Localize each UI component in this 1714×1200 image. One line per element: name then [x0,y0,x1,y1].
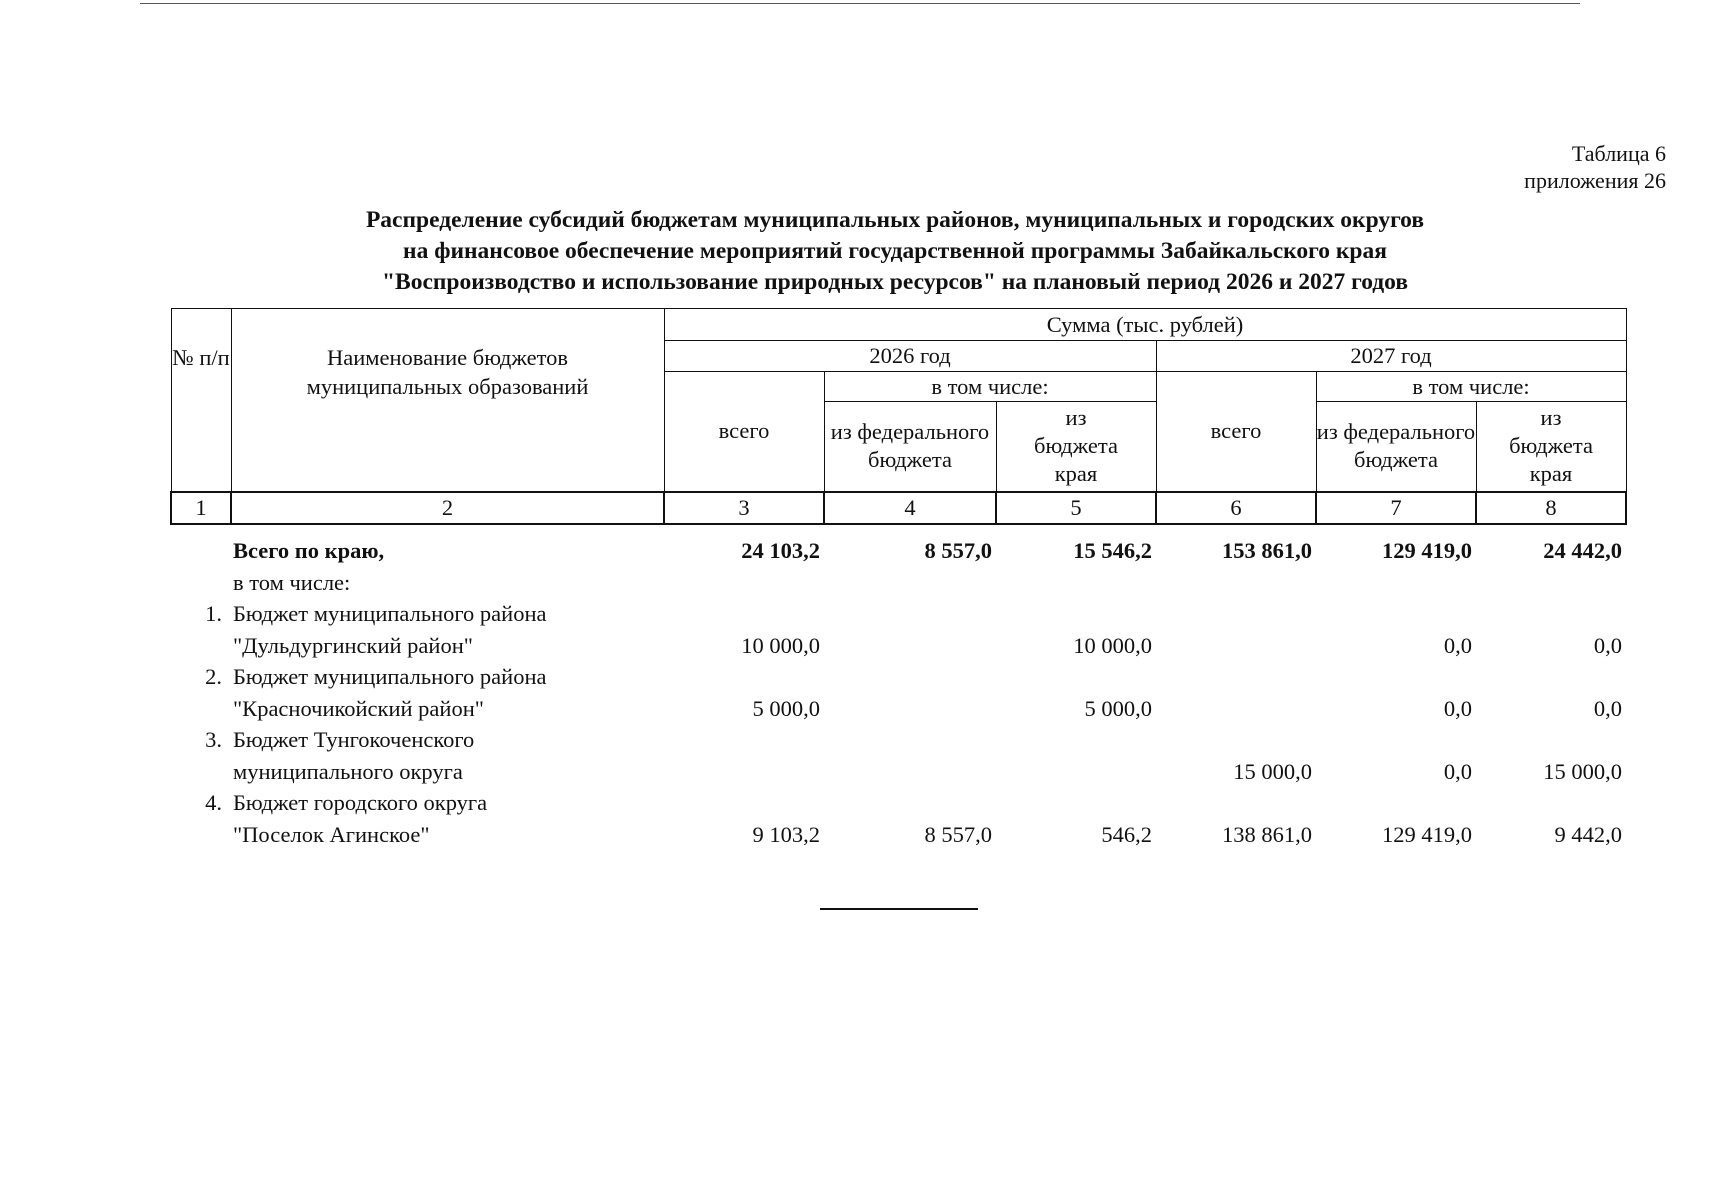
row-name-line2: "Дульдургинский район" [233,632,473,658]
row-index: 1. [205,601,222,626]
row-name-line1: Бюджет городского округа [233,790,488,815]
table-row [170,598,1625,630]
table-header [170,308,1627,525]
row-name-line2: "Поселок Агинское" [233,821,430,847]
value-2027-federal: 0,0 [1443,695,1472,721]
table-reference [1524,140,1666,194]
value-2027-all [1155,693,1315,725]
row-index: 2. [205,664,222,689]
row-index: 3. [205,727,222,752]
table-label: Таблица 6 [1571,141,1666,166]
total-label: Всего по краю, [233,538,385,563]
col-number-6: 6 [1156,492,1316,524]
value-2026-federal [823,693,995,725]
header-sum: Сумма (тыс. рублей) [664,309,1626,341]
row-name-line2: "Красночикойский район" [233,695,484,721]
table-body [170,535,1625,850]
value-2026-all: 10 000,0 [741,632,820,658]
header-federal-2026: из федерального бюджета [824,402,996,492]
table-row [170,756,1625,788]
end-of-table-line [820,908,978,910]
value-2027-regional: 0,0 [1593,695,1622,721]
row-name-line1: Бюджет муниципального района [233,664,547,689]
document-title [170,205,1620,298]
value-2026-all [663,756,823,788]
col-number-4: 4 [824,492,996,524]
header-year-2026: 2026 год [664,341,1156,372]
total-2026-federal: 8 557,0 [924,538,992,563]
value-2027-federal: 129 419,0 [1382,821,1472,847]
total-row [170,535,1625,567]
value-2026-regional: 546,2 [1101,821,1152,847]
value-2027-regional: 9 442,0 [1554,821,1622,847]
value-2027-regional: 0,0 [1593,632,1622,658]
total-2027-regional: 24 442,0 [1543,538,1622,563]
title-line-1: Распределение субсидий бюджетам муниципальных районов, муниципальных и городских округов [365,207,1425,233]
row-index: 4. [205,790,222,815]
table-row [170,630,1625,662]
total-2026-regional: 15 546,2 [1073,538,1152,563]
header-total-2027: всего [1156,372,1316,492]
header-total-2026: всего [664,372,824,492]
top-rule [140,3,1580,4]
col-number-8: 8 [1476,492,1626,524]
col-number-5: 5 [996,492,1156,524]
col-number-1: 1 [171,492,231,524]
title-line-2: на финансовое обеспечение мероприятий государственной программы Забайкальского края [403,238,1387,264]
col-number-2: 2 [231,492,664,524]
value-2026-regional: 10 000,0 [1073,632,1152,658]
total-2027-federal: 129 419,0 [1382,538,1472,563]
table-row [170,724,1625,756]
header-including-2026: в том числе: [824,372,1156,402]
header-year-2027: 2027 год [1156,341,1626,372]
value-2027-federal: 0,0 [1443,758,1472,784]
col-number-3: 3 [664,492,824,524]
row-name-line1: Бюджет Тунгокоченского [233,727,475,752]
value-2026-regional [995,756,1155,788]
total-2027-all: 153 861,0 [1222,538,1312,563]
header-regional-2026: из бюджета края [996,402,1156,492]
table-row [170,787,1625,819]
table-row [170,693,1625,725]
value-2027-federal: 0,0 [1443,632,1472,658]
value-2026-all: 9 103,2 [752,821,820,847]
header-num: № п/п [171,309,231,492]
including-label: в том числе: [233,569,351,595]
value-2027-all [1155,630,1315,662]
appendix-label: приложения 26 [1524,168,1666,193]
value-2027-all: 15 000,0 [1233,758,1312,784]
col-number-7: 7 [1316,492,1476,524]
value-2027-all: 138 861,0 [1222,821,1312,847]
table-row [170,819,1625,851]
header-regional-2027: из бюджета края [1476,402,1626,492]
header-including-2027: в том числе: [1316,372,1626,402]
value-2026-federal [823,756,995,788]
header-federal-2027: из федерального бюджета [1316,402,1476,492]
row-name-line2: муниципального округа [233,758,463,784]
value-2026-federal [823,630,995,662]
header-name: Наименование бюджетов муниципальных образований [231,309,664,492]
total-2026-all: 24 103,2 [741,538,820,563]
value-2026-regional: 5 000,0 [1084,695,1152,721]
value-2027-regional: 15 000,0 [1543,758,1622,784]
including-row [170,567,1625,599]
row-name-line1: Бюджет муниципального района [233,601,547,626]
value-2026-all: 5 000,0 [752,695,820,721]
title-line-3: "Воспроизводство и использование природных ресурсов" на плановый период 2026 и 2027 годов [381,269,1409,295]
value-2026-federal: 8 557,0 [924,821,992,847]
table-row [170,661,1625,693]
